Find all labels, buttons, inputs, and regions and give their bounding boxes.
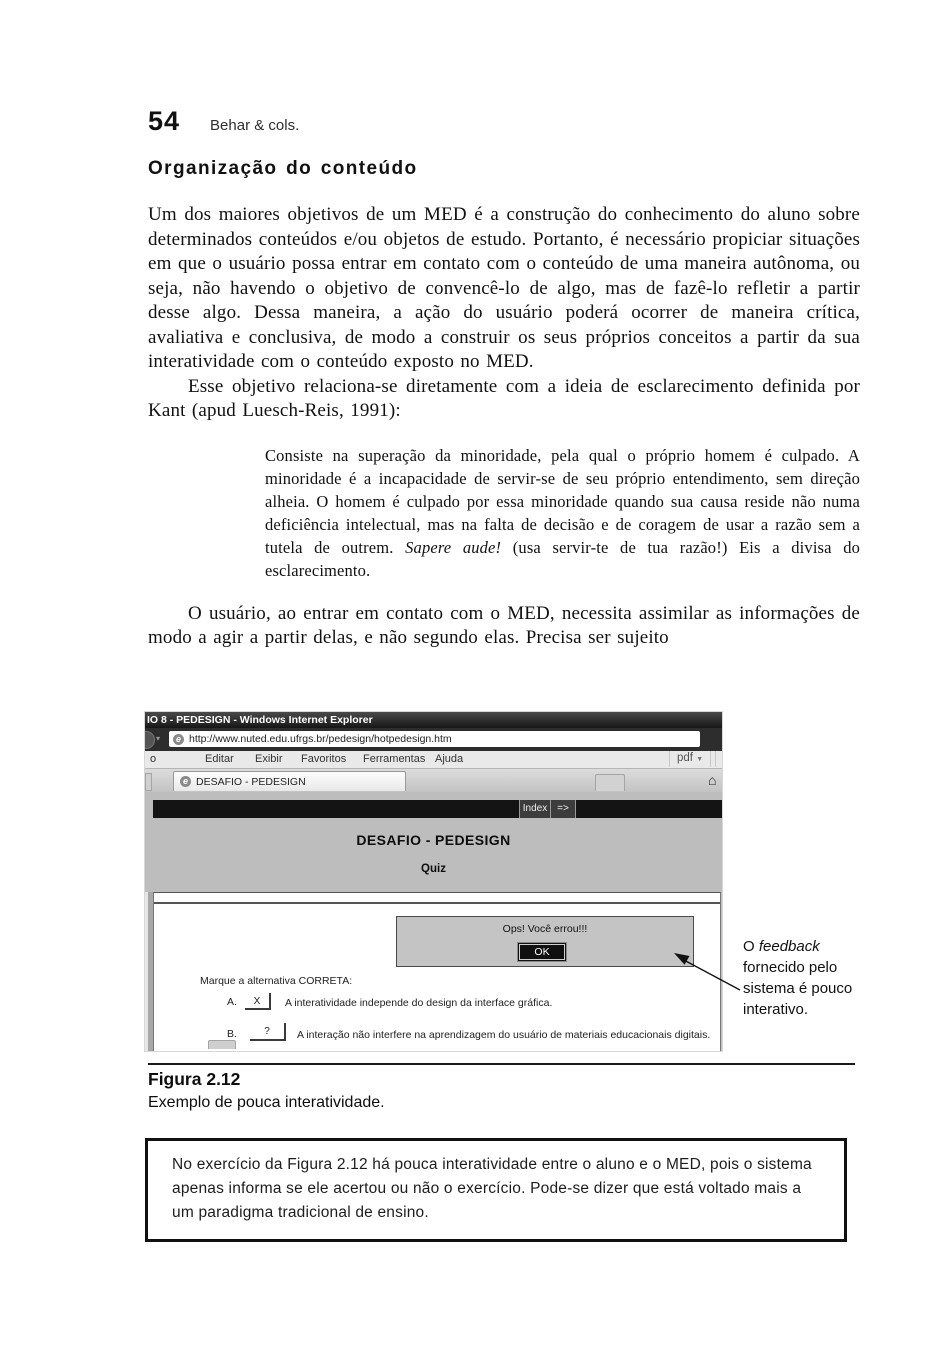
page-header (148, 106, 299, 137)
back-button-icon[interactable] (145, 731, 155, 749)
feedback-dialog (396, 916, 694, 967)
menu-bar (145, 751, 722, 769)
figure-rule (148, 1063, 855, 1065)
menu-item-favoritos[interactable]: Favoritos (301, 753, 347, 765)
annotation-text-rest: fornecido pelo sistema é pouco interativo. (743, 959, 853, 1018)
page-favicon-icon: e (180, 776, 191, 787)
quiz-question: Marque a alternativa CORRETA: (200, 975, 353, 987)
chevron-down-icon: ▼ (696, 756, 704, 763)
ok-button-label: OK (519, 944, 565, 960)
menu-item-arquivo-clipped[interactable]: o (150, 753, 157, 765)
menu-item-ferramentas[interactable]: Ferramentas (363, 753, 426, 765)
margin-annotation (743, 936, 861, 1020)
new-tab-button[interactable] (595, 774, 625, 791)
tab-list-fragment (145, 773, 152, 791)
figure-label: Figura 2.12 (148, 1069, 241, 1089)
paragraph-2: Esse objetivo relaciona-se diretamente com a ideia de esclarecimento definida por Kant (apud Luesch-Reis, 1991): (148, 375, 860, 421)
paragraph-3: O usuário, ao entrar em contato com o MED, necessita assimilar as informações de modo a agir a partir delas, e não segundo elas. Precisa ser sujeito (148, 602, 860, 648)
page-number: 54 (148, 106, 181, 136)
body-text-column (148, 203, 860, 651)
pdf-label: pdf (677, 752, 693, 764)
ie-favicon-icon: e (173, 734, 184, 745)
quote-text-end: (usa servir-te de tua razão!) Eis a divisa do esclarecimento. (265, 537, 860, 580)
menu-item-editar[interactable]: Editar (205, 753, 234, 765)
option-a-text: A interatividade independe do design da interface gráfica. (285, 997, 553, 1009)
tab-desafio-pedesign[interactable] (173, 771, 406, 791)
annotation-arrow (655, 942, 755, 997)
ok-button[interactable] (517, 942, 567, 962)
option-b-text: A interação não interfere na aprendizagem do usuário de materiais educacionais digitais. (297, 1029, 711, 1041)
chevron-down-icon[interactable]: ▾ (156, 734, 161, 743)
home-icon[interactable]: ⌂ (708, 772, 717, 788)
quiz-page-content (145, 792, 722, 1051)
tab-bar (145, 769, 722, 793)
figure-browser-window (145, 712, 722, 1051)
menu-item-ajuda[interactable]: Ajuda (435, 753, 464, 765)
quiz-title: DESAFIO - PEDESIGN (356, 832, 511, 848)
menu-item-exibir[interactable]: Exibir (255, 753, 283, 765)
paragraph-1: Um dos maiores objetivos de um MED é a construção do conhecimento do aluno sobre determinados conteúdos e/ou objetos de estudo. Portanto, é necessário propiciar situações em que o usuário possa entrar em contato com o conteúdo de uma maneira autônoma, ou seja, não havendo o objetivo de convencê-lo de algo, mas de fazê-lo refletir a partir desse algo. Dessa maneira, a ação do usuário poderá ocorrer de maneira crítica, avaliativa e conclusiva, de modo a construir os seus próprios conceitos a partir da sua interatividade com o conteúdo exposto no MED. (148, 204, 860, 372)
index-button[interactable]: Index (519, 800, 551, 818)
window-titlebar[interactable] (145, 712, 722, 728)
url-text: http://www.nuted.edu.ufrgs.br/pedesign/hotpedesign.htm (189, 733, 452, 745)
section-title: Organização do conteúdo (148, 158, 418, 179)
running-head: Behar & cols. (210, 117, 300, 134)
tab-title: DESAFIO - PEDESIGN (196, 775, 306, 788)
option-b-letter: B. (227, 1028, 237, 1040)
quote-latin-italic: Sapere aude! (405, 537, 502, 557)
annotation-italic: feedback (758, 938, 820, 955)
address-bar-row (145, 728, 722, 751)
toolbar-separator (715, 751, 716, 767)
pdf-toolbar-button[interactable] (669, 751, 711, 767)
note-box (145, 1138, 847, 1242)
option-a-letter: A. (227, 996, 237, 1008)
quiz-panel-header-band (154, 893, 720, 904)
quote-text: Consiste na superação da minoridade, pela qual o próprio homem é culpado. A minoridade é a incapacidade de servir-se de seu próprio entendimento, sem direção alheia. O homem é culpado por essa minoridade quando sua causa reside não numa deficiência intelectual, mas na falta de decisão e de coragem de usar a razão sem a tutela de outrem. (265, 445, 860, 557)
option-c-box-cutoff (208, 1040, 236, 1049)
dialog-message: Ops! Você errou!!! (502, 923, 588, 935)
kant-quote (265, 444, 860, 582)
next-arrow-button[interactable]: => (551, 800, 576, 818)
option-b-answer-box[interactable]: ? (250, 1023, 286, 1041)
figure-caption: Exemplo de pouca interatividade. (148, 1094, 385, 1111)
window-title: IO 8 - PEDESIGN - Windows Internet Explorer (147, 714, 373, 726)
quiz-nav-bar (153, 800, 722, 818)
window-edge-frame (148, 892, 153, 1051)
option-a-answer-box[interactable]: X (245, 993, 271, 1010)
quiz-subtitle: Quiz (421, 863, 446, 875)
annotation-text: O (743, 938, 759, 955)
note-text: No exercício da Figura 2.12 há pouca interatividade entre o aluno e o MED, pois o sistema apenas informa se ele acertou ou não o exercício. Pode-se dizer que está voltado mais a um paradigma tradicional de ensino. (172, 1156, 812, 1221)
address-input[interactable] (169, 731, 700, 747)
